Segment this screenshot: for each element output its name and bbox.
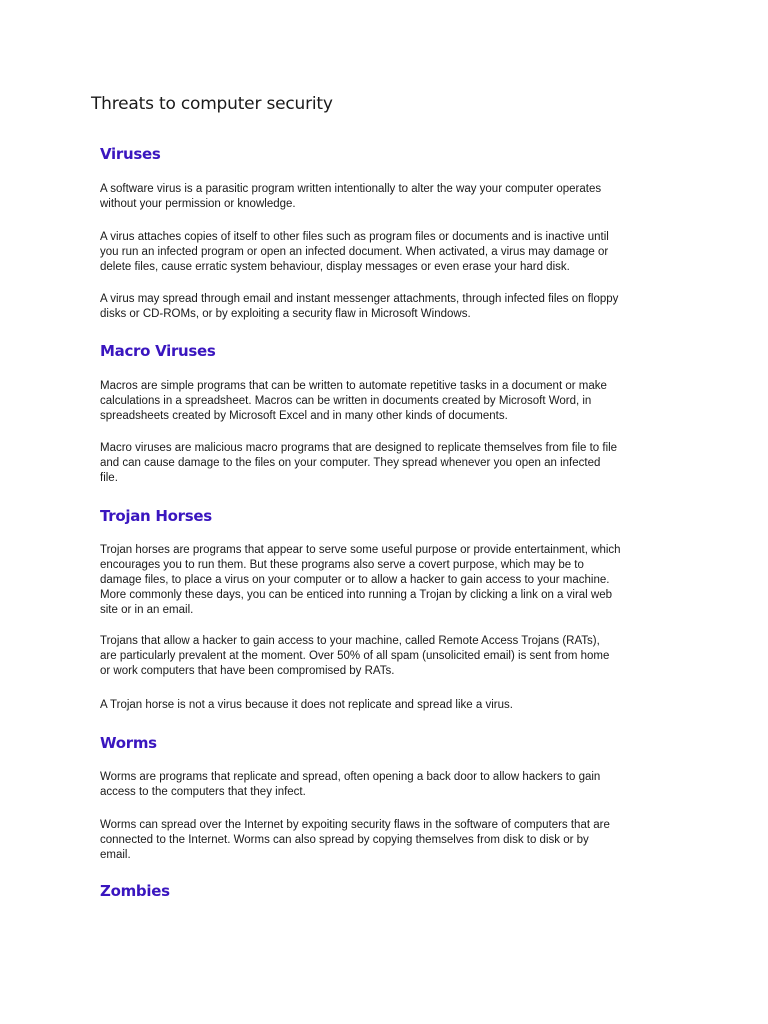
text-line: connected to the Internet. Worms can also spread by copying themselves from disk to disk or by xyxy=(100,834,589,846)
text-line: A virus attaches copies of itself to other files such as program files or documents and is inactive until xyxy=(100,231,609,243)
text-line: site or in an email. xyxy=(100,604,194,616)
text-line: damage files, to place a virus on your computer or to allow a hacker to gain access to your machine. xyxy=(100,574,610,586)
heading-macro-viruses: Macro Viruses xyxy=(100,342,216,360)
text-line: disks or CD-ROMs, or by exploiting a security flaw in Microsoft Windows. xyxy=(100,308,471,320)
heading-viruses: Viruses xyxy=(100,145,161,163)
paragraph-macro-viruses-2 xyxy=(100,441,680,486)
text-line: Trojans that allow a hacker to gain access to your machine, called Remote Access Trojans (RATs), xyxy=(100,635,600,647)
heading-trojan-horses: Trojan Horses xyxy=(100,507,212,525)
text-line: More commonly these days, you can be enticed into running a Trojan by clicking a link on a viral web xyxy=(100,589,613,601)
text-line: email. xyxy=(100,849,131,861)
paragraph-worms-2 xyxy=(100,818,680,863)
heading-zombies: Zombies xyxy=(100,882,170,900)
paragraph-viruses-3 xyxy=(100,292,680,322)
text-line: without your permission or knowledge. xyxy=(100,198,296,210)
text-line: A software virus is a parasitic program written intentionally to alter the way your computer operates xyxy=(100,183,602,195)
paragraph-trojan-horses-1 xyxy=(100,543,680,618)
document-title: Threats to computer security xyxy=(91,94,333,114)
heading-worms: Worms xyxy=(100,734,157,752)
text-line: Worms are programs that replicate and spread, often opening a back door to allow hackers to gain xyxy=(100,771,601,783)
text-line: Macros are simple programs that can be written to automate repetitive tasks in a document or make xyxy=(100,380,607,392)
text-line: Trojan horses are programs that appear to serve some useful purpose or provide entertainment, which xyxy=(100,544,621,556)
text-line: A virus may spread through email and instant messenger attachments, through infected files on floppy xyxy=(100,293,619,305)
text-line: Worms can spread over the Internet by expoiting security flaws in the software of computers that are xyxy=(100,819,610,831)
text-line: you run an infected program or open an infected document. When activated, a virus may damage or xyxy=(100,246,609,258)
text-line: delete files, cause erratic system behaviour, display messages or even erase your hard disk. xyxy=(100,261,570,273)
text-line: or work computers that have been compromised by RATs. xyxy=(100,665,395,677)
text-line: and can cause damage to the files on your computer. They spread whenever you open an infected xyxy=(100,457,601,469)
text-line: encourages you to run them. But these programs also serve a covert purpose, which may be to xyxy=(100,559,584,571)
text-line: Macro viruses are malicious macro programs that are designed to replicate themselves from file to file xyxy=(100,442,618,454)
paragraph-viruses-1 xyxy=(100,182,680,212)
text-line: file. xyxy=(100,472,118,484)
paragraph-trojan-horses-2 xyxy=(100,634,680,679)
paragraph-macro-viruses-1 xyxy=(100,379,680,424)
paragraph-worms-1 xyxy=(100,770,680,800)
paragraph-trojan-horses-3 xyxy=(100,698,680,713)
text-line: access to the computers that they infect. xyxy=(100,786,306,798)
text-line: spreadsheets created by Microsoft Excel and in many other kinds of documents. xyxy=(100,410,508,422)
paragraph-viruses-2 xyxy=(100,230,680,275)
text-line: are particularly prevalent at the moment. Over 50% of all spam (unsolicited email) is sent from home xyxy=(100,650,610,662)
text-line: A Trojan horse is not a virus because it does not replicate and spread like a virus. xyxy=(100,699,513,711)
text-line: calculations in a spreadsheet. Macros can be written in documents created by Microsoft Word, in xyxy=(100,395,592,407)
